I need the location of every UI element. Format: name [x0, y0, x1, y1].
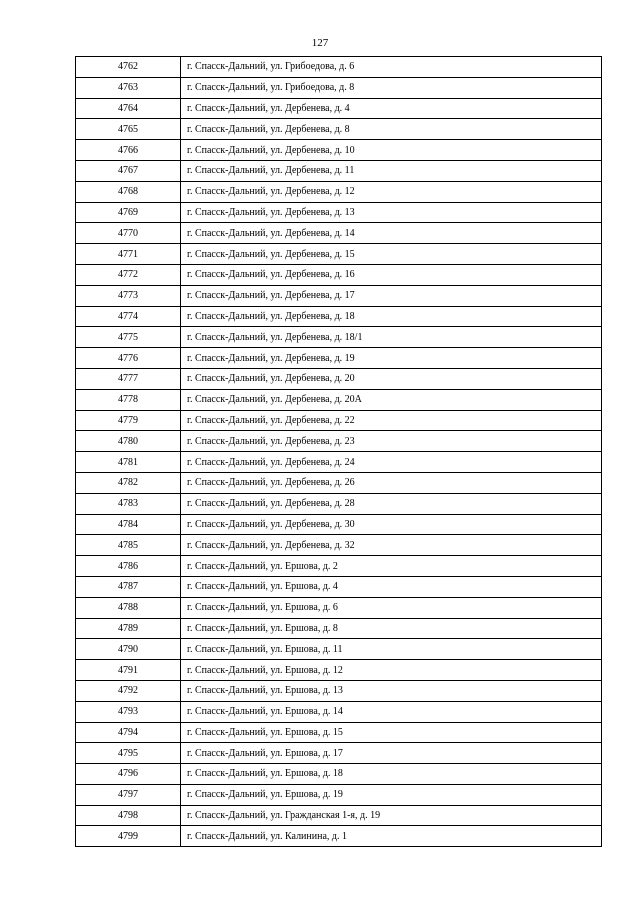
table-row: [76, 493, 602, 514]
row-number-cell: 4771: [76, 244, 181, 265]
row-number-cell: 4798: [76, 805, 181, 826]
row-number-cell: 4787: [76, 576, 181, 597]
table-row: [76, 368, 602, 389]
row-number-cell: 4786: [76, 556, 181, 577]
address-cell: г. Спасск-Дальний, ул. Калинина, д. 1: [181, 826, 602, 847]
table-row: [76, 639, 602, 660]
row-number-cell: 4788: [76, 597, 181, 618]
table-row: [76, 431, 602, 452]
row-number-cell: 4776: [76, 348, 181, 369]
row-number-cell: 4773: [76, 285, 181, 306]
address-cell: г. Спасск-Дальний, ул. Ершова, д. 4: [181, 576, 602, 597]
table-row: [76, 472, 602, 493]
address-cell: г. Спасск-Дальний, ул. Дербенева, д. 22: [181, 410, 602, 431]
row-number-cell: 4764: [76, 98, 181, 119]
table-row: [76, 327, 602, 348]
address-cell: г. Спасск-Дальний, ул. Дербенева, д. 19: [181, 348, 602, 369]
row-number-cell: 4793: [76, 701, 181, 722]
address-cell: г. Спасск-Дальний, ул. Дербенева, д. 14: [181, 223, 602, 244]
address-cell: г. Спасск-Дальний, ул. Дербенева, д. 20А: [181, 389, 602, 410]
table-row: [76, 119, 602, 140]
row-number-cell: 4799: [76, 826, 181, 847]
row-number-cell: 4785: [76, 535, 181, 556]
row-number-cell: 4775: [76, 327, 181, 348]
address-cell: г. Спасск-Дальний, ул. Грибоедова, д. 6: [181, 57, 602, 78]
table-row: [76, 660, 602, 681]
row-number-cell: 4796: [76, 764, 181, 785]
row-number-cell: 4782: [76, 472, 181, 493]
address-cell: г. Спасск-Дальний, ул. Дербенева, д. 8: [181, 119, 602, 140]
address-cell: г. Спасск-Дальний, ул. Ершова, д. 19: [181, 784, 602, 805]
table-row: [76, 160, 602, 181]
table-row: [76, 285, 602, 306]
table-row: [76, 805, 602, 826]
table-row: [76, 348, 602, 369]
address-cell: г. Спасск-Дальний, ул. Ершова, д. 18: [181, 764, 602, 785]
row-number-cell: 4763: [76, 77, 181, 98]
row-number-cell: 4777: [76, 368, 181, 389]
table-row: [76, 244, 602, 265]
table-row: [76, 701, 602, 722]
address-cell: г. Спасск-Дальний, ул. Дербенева, д. 12: [181, 181, 602, 202]
table-row: [76, 57, 602, 78]
address-cell: г. Спасск-Дальний, ул. Грибоедова, д. 8: [181, 77, 602, 98]
table-row: [76, 597, 602, 618]
address-cell: г. Спасск-Дальний, ул. Ершова, д. 17: [181, 743, 602, 764]
address-cell: г. Спасск-Дальний, ул. Ершова, д. 6: [181, 597, 602, 618]
address-cell: г. Спасск-Дальний, ул. Дербенева, д. 15: [181, 244, 602, 265]
table-row: [76, 618, 602, 639]
page-number: 127: [311, 37, 329, 49]
address-cell: г. Спасск-Дальний, ул. Дербенева, д. 18: [181, 306, 602, 327]
address-cell: г. Спасск-Дальний, ул. Дербенева, д. 4: [181, 98, 602, 119]
row-number-cell: 4767: [76, 160, 181, 181]
table-row: [76, 77, 602, 98]
table-row: [76, 389, 602, 410]
address-cell: г. Спасск-Дальний, ул. Ершова, д. 8: [181, 618, 602, 639]
address-cell: г. Спасск-Дальний, ул. Дербенева, д. 30: [181, 514, 602, 535]
table-row: [76, 680, 602, 701]
address-cell: г. Спасск-Дальний, ул. Дербенева, д. 26: [181, 472, 602, 493]
table-row: [76, 722, 602, 743]
address-cell: г. Спасск-Дальний, ул. Дербенева, д. 24: [181, 452, 602, 473]
table-row: [76, 264, 602, 285]
row-number-cell: 4789: [76, 618, 181, 639]
row-number-cell: 4795: [76, 743, 181, 764]
row-number-cell: 4762: [76, 57, 181, 78]
address-cell: г. Спасск-Дальний, ул. Дербенева, д. 20: [181, 368, 602, 389]
table-row: [76, 181, 602, 202]
address-table: [75, 56, 602, 847]
address-cell: г. Спасск-Дальний, ул. Дербенева, д. 28: [181, 493, 602, 514]
row-number-cell: 4784: [76, 514, 181, 535]
address-cell: г. Спасск-Дальний, ул. Дербенева, д. 13: [181, 202, 602, 223]
address-cell: г. Спасск-Дальний, ул. Ершова, д. 15: [181, 722, 602, 743]
table-row: [76, 535, 602, 556]
table-row: [76, 576, 602, 597]
table-row: [76, 826, 602, 847]
table-row: [76, 410, 602, 431]
address-cell: г. Спасск-Дальний, ул. Дербенева, д. 18/1: [181, 327, 602, 348]
table-row: [76, 514, 602, 535]
table-row: [76, 764, 602, 785]
address-cell: г. Спасск-Дальний, ул. Дербенева, д. 16: [181, 264, 602, 285]
address-cell: г. Спасск-Дальний, ул. Ершова, д. 14: [181, 701, 602, 722]
table-row: [76, 140, 602, 161]
row-number-cell: 4779: [76, 410, 181, 431]
address-cell: г. Спасск-Дальний, ул. Дербенева, д. 17: [181, 285, 602, 306]
address-cell: г. Спасск-Дальний, ул. Ершова, д. 2: [181, 556, 602, 577]
row-number-cell: 4781: [76, 452, 181, 473]
row-number-cell: 4792: [76, 680, 181, 701]
table-row: [76, 306, 602, 327]
row-number-cell: 4769: [76, 202, 181, 223]
address-cell: г. Спасск-Дальний, ул. Дербенева, д. 23: [181, 431, 602, 452]
row-number-cell: 4765: [76, 119, 181, 140]
row-number-cell: 4783: [76, 493, 181, 514]
table-row: [76, 743, 602, 764]
table-row: [76, 223, 602, 244]
address-cell: г. Спасск-Дальний, ул. Ершова, д. 11: [181, 639, 602, 660]
table-row: [76, 452, 602, 473]
row-number-cell: 4778: [76, 389, 181, 410]
row-number-cell: 4768: [76, 181, 181, 202]
address-cell: г. Спасск-Дальний, ул. Дербенева, д. 11: [181, 160, 602, 181]
row-number-cell: 4770: [76, 223, 181, 244]
row-number-cell: 4774: [76, 306, 181, 327]
table-row: [76, 784, 602, 805]
row-number-cell: 4766: [76, 140, 181, 161]
table-row: [76, 556, 602, 577]
table-row: [76, 202, 602, 223]
row-number-cell: 4794: [76, 722, 181, 743]
address-cell: г. Спасск-Дальний, ул. Ершова, д. 13: [181, 680, 602, 701]
table-row: [76, 98, 602, 119]
row-number-cell: 4790: [76, 639, 181, 660]
address-cell: г. Спасск-Дальний, ул. Ершова, д. 12: [181, 660, 602, 681]
row-number-cell: 4780: [76, 431, 181, 452]
address-cell: г. Спасск-Дальний, ул. Гражданская 1-я, д. 19: [181, 805, 602, 826]
row-number-cell: 4797: [76, 784, 181, 805]
address-cell: г. Спасск-Дальний, ул. Дербенева, д. 10: [181, 140, 602, 161]
row-number-cell: 4791: [76, 660, 181, 681]
row-number-cell: 4772: [76, 264, 181, 285]
address-table-body: [76, 57, 602, 847]
address-cell: г. Спасск-Дальний, ул. Дербенева, д. 32: [181, 535, 602, 556]
